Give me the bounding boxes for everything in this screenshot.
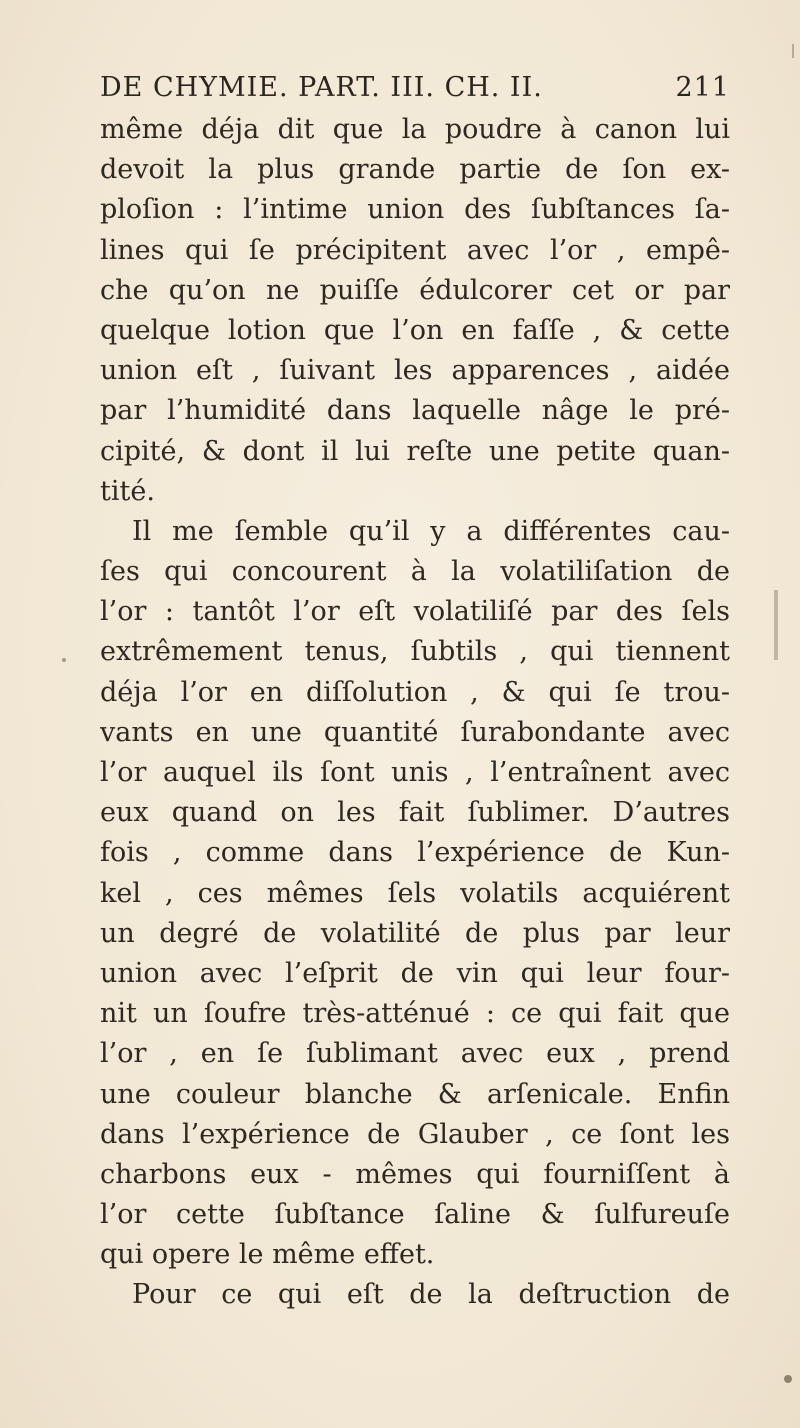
text-line: charbons eux - mêmes qui fourniſſent à: [100, 1158, 730, 1190]
text-line: union eſt , ſuivant les apparences , aidée: [100, 355, 730, 387]
text-line: cipité, & dont il lui reſte une petite quan-: [100, 435, 730, 467]
text-line: l’or : tantôt l’or eſt volatiliſé par des ſels: [100, 596, 730, 628]
text-line: un degré de volatilité de plus par leur: [100, 917, 730, 949]
text-line: Pour ce qui eſt de la deſtruction de: [132, 1279, 730, 1311]
text-line: union avec l’eſprit de vin qui leur four-: [100, 957, 730, 989]
text-line: ploſion : l’intime union des ſubſtances ſa-: [100, 194, 730, 226]
text-line: l’or cette ſubſtance ſaline & ſulfureuſe: [100, 1199, 730, 1231]
text-line: nit un ſoufre très-atténué : ce qui fait que: [100, 998, 730, 1030]
text-line: Il me ſemble qu’il y a différentes cau-: [132, 515, 730, 547]
text-line: lines qui ſe précipitent avec l’or , empê-: [100, 234, 730, 266]
text-line: fois , comme dans l’expérience de Kun-: [100, 837, 730, 869]
text-line: par l’humidité dans laquelle nâge le pré-: [100, 395, 730, 427]
ink-speck: [792, 44, 794, 58]
text-line: quelque lotion que l’on en faſſe , & cette: [100, 314, 730, 346]
running-head: DE CHYMIE. PART. III. CH. II.: [100, 72, 543, 103]
text-line: eux quand on les fait ſublimer. D’autres: [100, 797, 730, 829]
page-number: 211: [675, 72, 730, 103]
text-line: devoit la plus grande partie de ſon ex-: [100, 154, 730, 186]
text-line: kel , ces mêmes ſels volatils acquiérent: [100, 877, 730, 909]
text-line: qui opere le même effet.: [100, 1239, 435, 1271]
ink-speck: [62, 658, 66, 662]
ink-speck: [774, 590, 778, 660]
text-line: l’or , en ſe ſublimant avec eux , prend: [100, 1038, 730, 1070]
text-line: dans l’expérience de Glauber , ce ſont les: [100, 1118, 730, 1150]
text-line: vants en une quantité ſurabondante avec: [100, 716, 730, 748]
ink-speck: [784, 1375, 792, 1383]
text-line: l’or auquel ils ſont unis , l’entraînent avec: [100, 757, 730, 788]
text-line: tité.: [100, 475, 155, 507]
text-line: même déja dit que la poudre à canon lui: [100, 114, 730, 145]
text-line: déja l’or en diſſolution , & qui ſe trou-: [100, 676, 730, 708]
text-line: une couleur blanche & arſenicale. Enfin: [100, 1078, 730, 1110]
body-text: [100, 110, 730, 1316]
text-line: extrêmement tenus, ſubtils , qui tiennent: [100, 636, 730, 668]
text-line: che qu’on ne puiſſe édulcorer cet or par: [100, 274, 730, 306]
text-line: ſes qui concourent à la volatiliſation de: [100, 556, 730, 588]
